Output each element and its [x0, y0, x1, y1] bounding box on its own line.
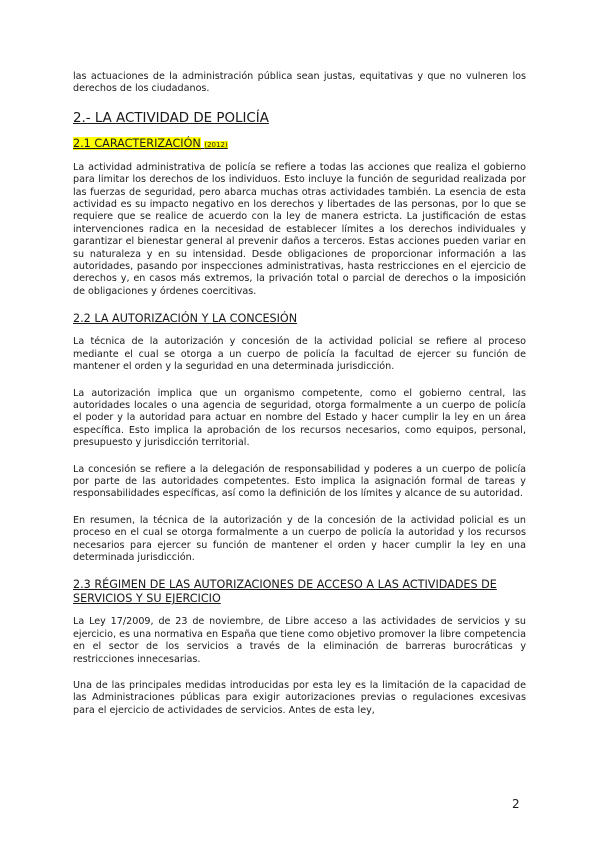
- page-number: 2: [512, 797, 520, 811]
- subsection-title-caracterizacion: [73, 137, 526, 152]
- subsection-year-tag: (2012): [204, 140, 228, 149]
- paragraph: En resumen, la técnica de la autorización y de la concesión de la actividad policial es un proceso en el cual se otorga formalmente a un cuerpo de policía la autoridad y los recursos necesarios para ejercer su función de mantener el orden y hacer cumplir la ley en una determinada jurisdicción.: [73, 514, 526, 563]
- paragraph-caracterizacion: La actividad administrativa de policía se refiere a todas las acciones que realiza el gobierno para limitar los derechos de los individuos. Esto incluye la función de seguridad realizada por las fuerzas de seguridad, pero abarca muchas otras actividades también. La esencia de esta actividad es su impacto negativo en los derechos y libertades de las personas, por lo que se requiere que se realice de acuerdo con la ley de manera estricta. La justificación de estas intervenciones radica en la necesidad de establecer límites a los derechos individuales y garantizar el bienestar general al prevenir daños a terceros. Estas acciones pueden variar en su naturaleza y en su intensidad. Desde obligaciones de proporcionar información a las autoridades, pasando por inspecciones administrativas, hasta restricciones en el ejercicio de derechos y, en casos más extremos, la privación total o parcial de derechos o la imposición de obligaciones y órdenes coercitivas.: [73, 161, 526, 297]
- subsection-title-autorizacion: 2.2 LA AUTORIZACIÓN Y LA CONCESIÓN: [73, 312, 298, 326]
- subsection-title-regimen: 2.3 RÉGIMEN DE LAS AUTORIZACIONES DE ACCESO A LAS ACTIVIDADES DE SERVICIOS Y SU EJERCICIO: [73, 578, 497, 606]
- paragraph: La autorización implica que un organismo competente, como el gobierno central, las autoridades locales o una agencia de seguridad, otorga formalmente a un cuerpo de policía el poder y la autoridad para actuar en nombre del Estado y hacer cumplir la ley en un área específica. Esto implica la aprobación de los recursos necesarios, como equipos, personal, presupuesto y jurisdicción territorial.: [73, 387, 526, 449]
- paragraph: La concesión se refiere a la delegación de responsabilidad y poderes a un cuerpo de policía por parte de las autoridades competentes. Esto implica la asignación formal de tareas y responsabilidades específicas, así como la definición de los límites y alcance de su autoridad.: [73, 463, 526, 500]
- paragraph: La técnica de la autorización y concesión de la actividad policial se refiere al proceso mediante el cual se otorga a un cuerpo de policía la facultad de ejercer su función de mantener el orden y la seguridad en una determinada jurisdicción.: [73, 336, 526, 373]
- document-page: [73, 71, 526, 717]
- section-title: 2.- LA ACTIVIDAD DE POLICÍA: [73, 110, 269, 126]
- intro-paragraph: las actuaciones de la administración pública sean justas, equitativas y que no vulneren los derechos de los ciudadanos.: [73, 71, 526, 95]
- paragraph: Una de las principales medidas introducidas por esta ley es la limitación de la capacidad de las Administraciones públicas para exigir autorizaciones previas o regulaciones excesivas para el ejercicio de actividades de servicios. Antes de esta ley,: [73, 680, 526, 716]
- subsection-title-text: 2.1 CARACTERIZACIÓN: [73, 136, 201, 150]
- paragraph: La Ley 17/2009, de 23 de noviembre, de Libre acceso a las actividades de servicios y su ejercicio, es una normativa en España que tiene como objetivo promover la libre competencia en el sector de los servicios a través de la eliminación de barreras burocráticas y restricciones innecesarias.: [73, 616, 526, 665]
